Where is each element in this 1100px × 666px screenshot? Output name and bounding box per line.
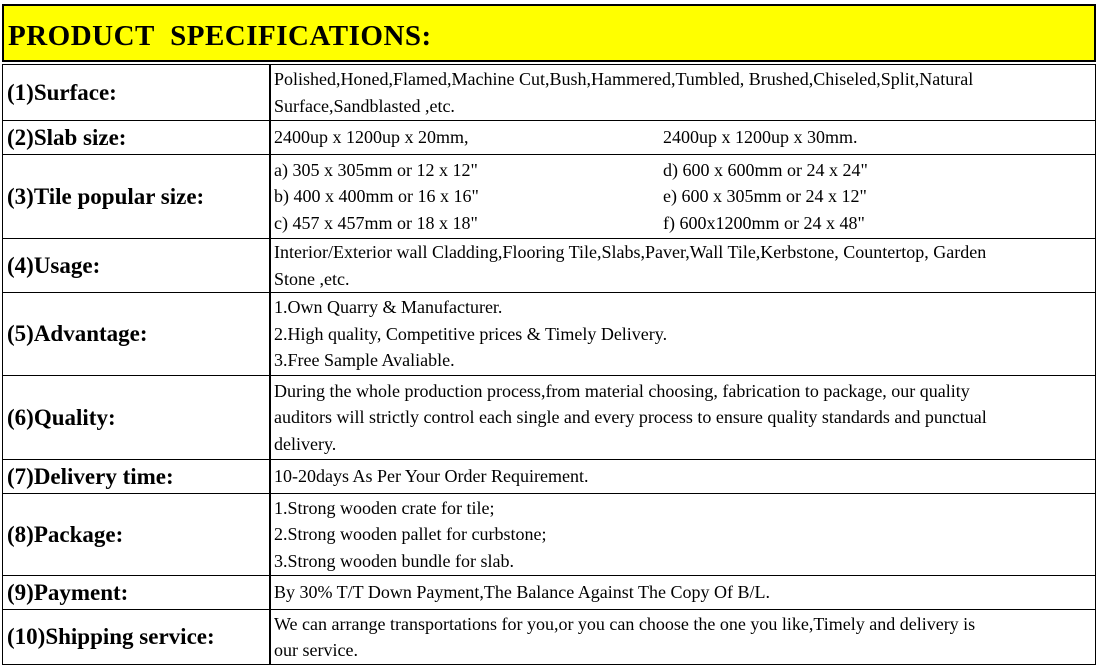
row-value (270, 494, 1096, 576)
two-column-values (274, 124, 1093, 151)
row-value (270, 65, 1096, 121)
value-column-1 (274, 157, 663, 237)
row-label: (5)Advantage: (3, 293, 271, 376)
row-label: (10)Shipping service: (3, 610, 271, 665)
value-line: During the whole production process,from material choosing, fabrication to package, our quality (274, 380, 970, 401)
value-column-1 (274, 124, 663, 151)
value-line: 2.High quality, Competitive prices & Timely Delivery. (274, 323, 668, 344)
spec-table (2, 64, 1096, 665)
spec-row-payment (3, 576, 1096, 610)
value-line: By 30% T/T Down Payment,The Balance Against The Copy Of B/L. (274, 582, 770, 603)
row-label: (8)Package: (3, 494, 271, 576)
row-label: (7)Delivery time: (3, 460, 271, 494)
page-title: PRODUCT SPECIFICATIONS: (8, 20, 432, 52)
row-value (270, 376, 1096, 460)
value-column-2 (663, 124, 1093, 151)
row-label: (1)Surface: (3, 65, 271, 121)
value-line: Surface,Sandblasted ,etc. (274, 95, 455, 116)
row-label: (2)Slab size: (3, 121, 271, 155)
value-column-2 (663, 157, 1093, 237)
spec-table-body (3, 65, 1096, 665)
row-label: (6)Quality: (3, 376, 271, 460)
row-value (270, 239, 1096, 293)
row-label: (4)Usage: (3, 239, 271, 293)
spec-row-package (3, 494, 1096, 576)
value-line: our service. (274, 640, 358, 660)
value-line: 3.Strong wooden bundle for slab. (274, 550, 514, 571)
spec-row-delivery-time (3, 460, 1096, 494)
row-value (270, 155, 1096, 239)
value-line: d) 600 x 600mm or 24 x 24" (663, 159, 868, 180)
two-column-values (274, 157, 1093, 237)
spec-row-tile-size (3, 155, 1096, 239)
value-line: Polished,Honed,Flamed,Machine Cut,Bush,Hammered,Tumbled, Brushed,Chiseled,Split,Natural (274, 69, 974, 89)
value-line: f) 600x1200mm or 24 x 48" (663, 212, 865, 233)
spec-row-shipping-service (3, 610, 1096, 665)
value-line: 1.Own Quarry & Manufacturer. (274, 297, 503, 318)
spec-row-slab-size (3, 121, 1096, 155)
row-value (270, 576, 1096, 610)
value-line: Stone ,etc. (274, 268, 350, 289)
value-line: Interior/Exterior wall Cladding,Flooring Tile,Slabs,Paver,Wall Tile,Kerbstone, Countertop, Garden (274, 242, 987, 262)
value-line: 10-20days As Per Your Order Requirement. (274, 466, 589, 487)
title-banner (2, 4, 1096, 62)
value-line: auditors will strictly control each single and every process to ensure quality standards and punctual (274, 407, 987, 428)
spec-row-surface (3, 65, 1096, 121)
value-line: We can arrange transportations for you,or you can choose the one you like,Timely and delivery is (274, 613, 976, 634)
value-line: 2400up x 1200up x 20mm, (274, 127, 469, 148)
value-line: 3.Free Sample Avaliable. (274, 350, 455, 371)
row-value (270, 460, 1096, 494)
value-line: 2400up x 1200up x 30mm. (663, 127, 858, 148)
spec-row-usage (3, 239, 1096, 293)
value-line: c) 457 x 457mm or 18 x 18" (274, 212, 478, 233)
value-line: b) 400 x 400mm or 16 x 16" (274, 186, 479, 207)
value-line: 2.Strong wooden pallet for curbstone; (274, 524, 547, 545)
value-line: 1.Strong wooden crate for tile; (274, 497, 495, 518)
spec-row-advantage (3, 293, 1096, 376)
spec-row-quality (3, 376, 1096, 460)
row-value (270, 610, 1096, 665)
value-line: delivery. (274, 433, 337, 454)
row-label: (3)Tile popular size: (3, 155, 271, 239)
row-value (270, 293, 1096, 376)
value-line: e) 600 x 305mm or 24 x 12" (663, 186, 867, 207)
row-label: (9)Payment: (3, 576, 271, 610)
row-value (270, 121, 1096, 155)
value-line: a) 305 x 305mm or 12 x 12" (274, 159, 478, 180)
